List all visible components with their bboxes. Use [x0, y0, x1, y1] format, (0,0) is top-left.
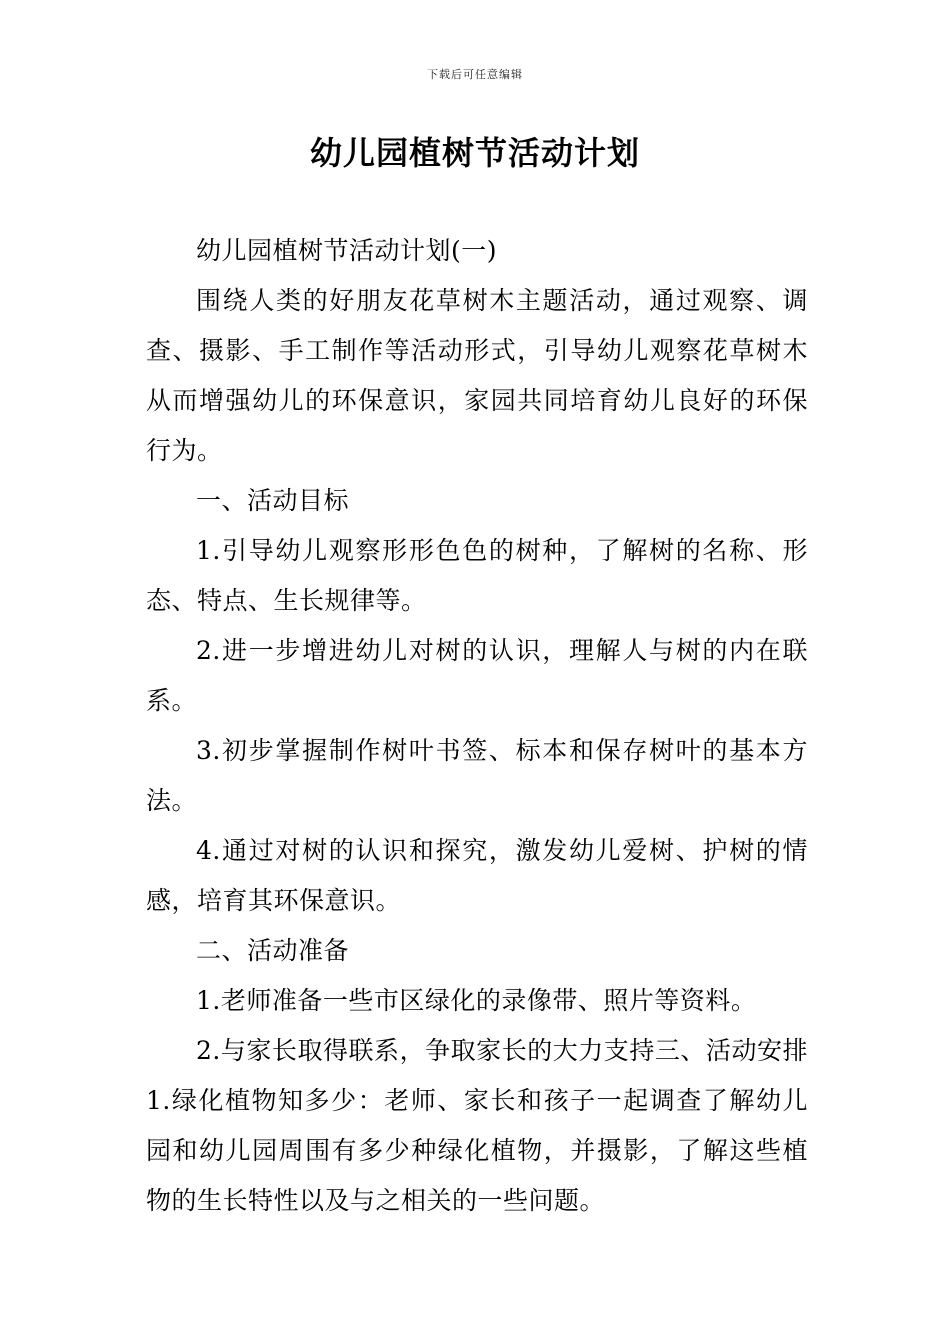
- goal-item-1: 1.引导幼儿观察形形色色的树种，了解树的名称、形态、特点、生长规律等。: [146, 536, 808, 615]
- preparation-item-1: 1.老师准备一些市区绿化的录像带、照片等资料。: [196, 986, 757, 1015]
- goal-item-2: 2.进一步增进幼儿对树的认识，理解人与树的内在联系。: [146, 636, 808, 715]
- section-heading-preparation: 二、活动准备: [196, 936, 350, 965]
- preparation-item-2: 2.与家长取得联系，争取家长的大力支持三、活动安排1.绿化植物知多少：老师、家长和孩子一起调查了解幼儿园和幼儿园周围有多少种绿化植物，并摄影，了解这些植物的生长特性以及与之相关的一些问题。: [146, 1036, 808, 1215]
- section-heading-goals: 一、活动目标: [196, 486, 350, 515]
- goal-item-3: 3.初步掌握制作树叶书签、标本和保存树叶的基本方法。: [146, 736, 808, 815]
- goal-item-4: 4.通过对树的认识和探究，激发幼儿爱树、护树的情感，培育其环保意识。: [146, 836, 808, 915]
- header-note: 下载后可任意编辑: [427, 68, 523, 81]
- document-title: 幼儿园植树节活动计划: [309, 134, 640, 172]
- intro-paragraph: 围绕人类的好朋友花草树木主题活动，通过观察、调查、摄影、手工制作等活动形式，引导幼儿观察花草树木从而增强幼儿的环保意识，家园共同培育幼儿良好的环保行为。: [146, 286, 808, 465]
- subtitle-paragraph: 幼儿园植树节活动计划(一): [196, 236, 498, 265]
- document-body: [146, 226, 808, 1226]
